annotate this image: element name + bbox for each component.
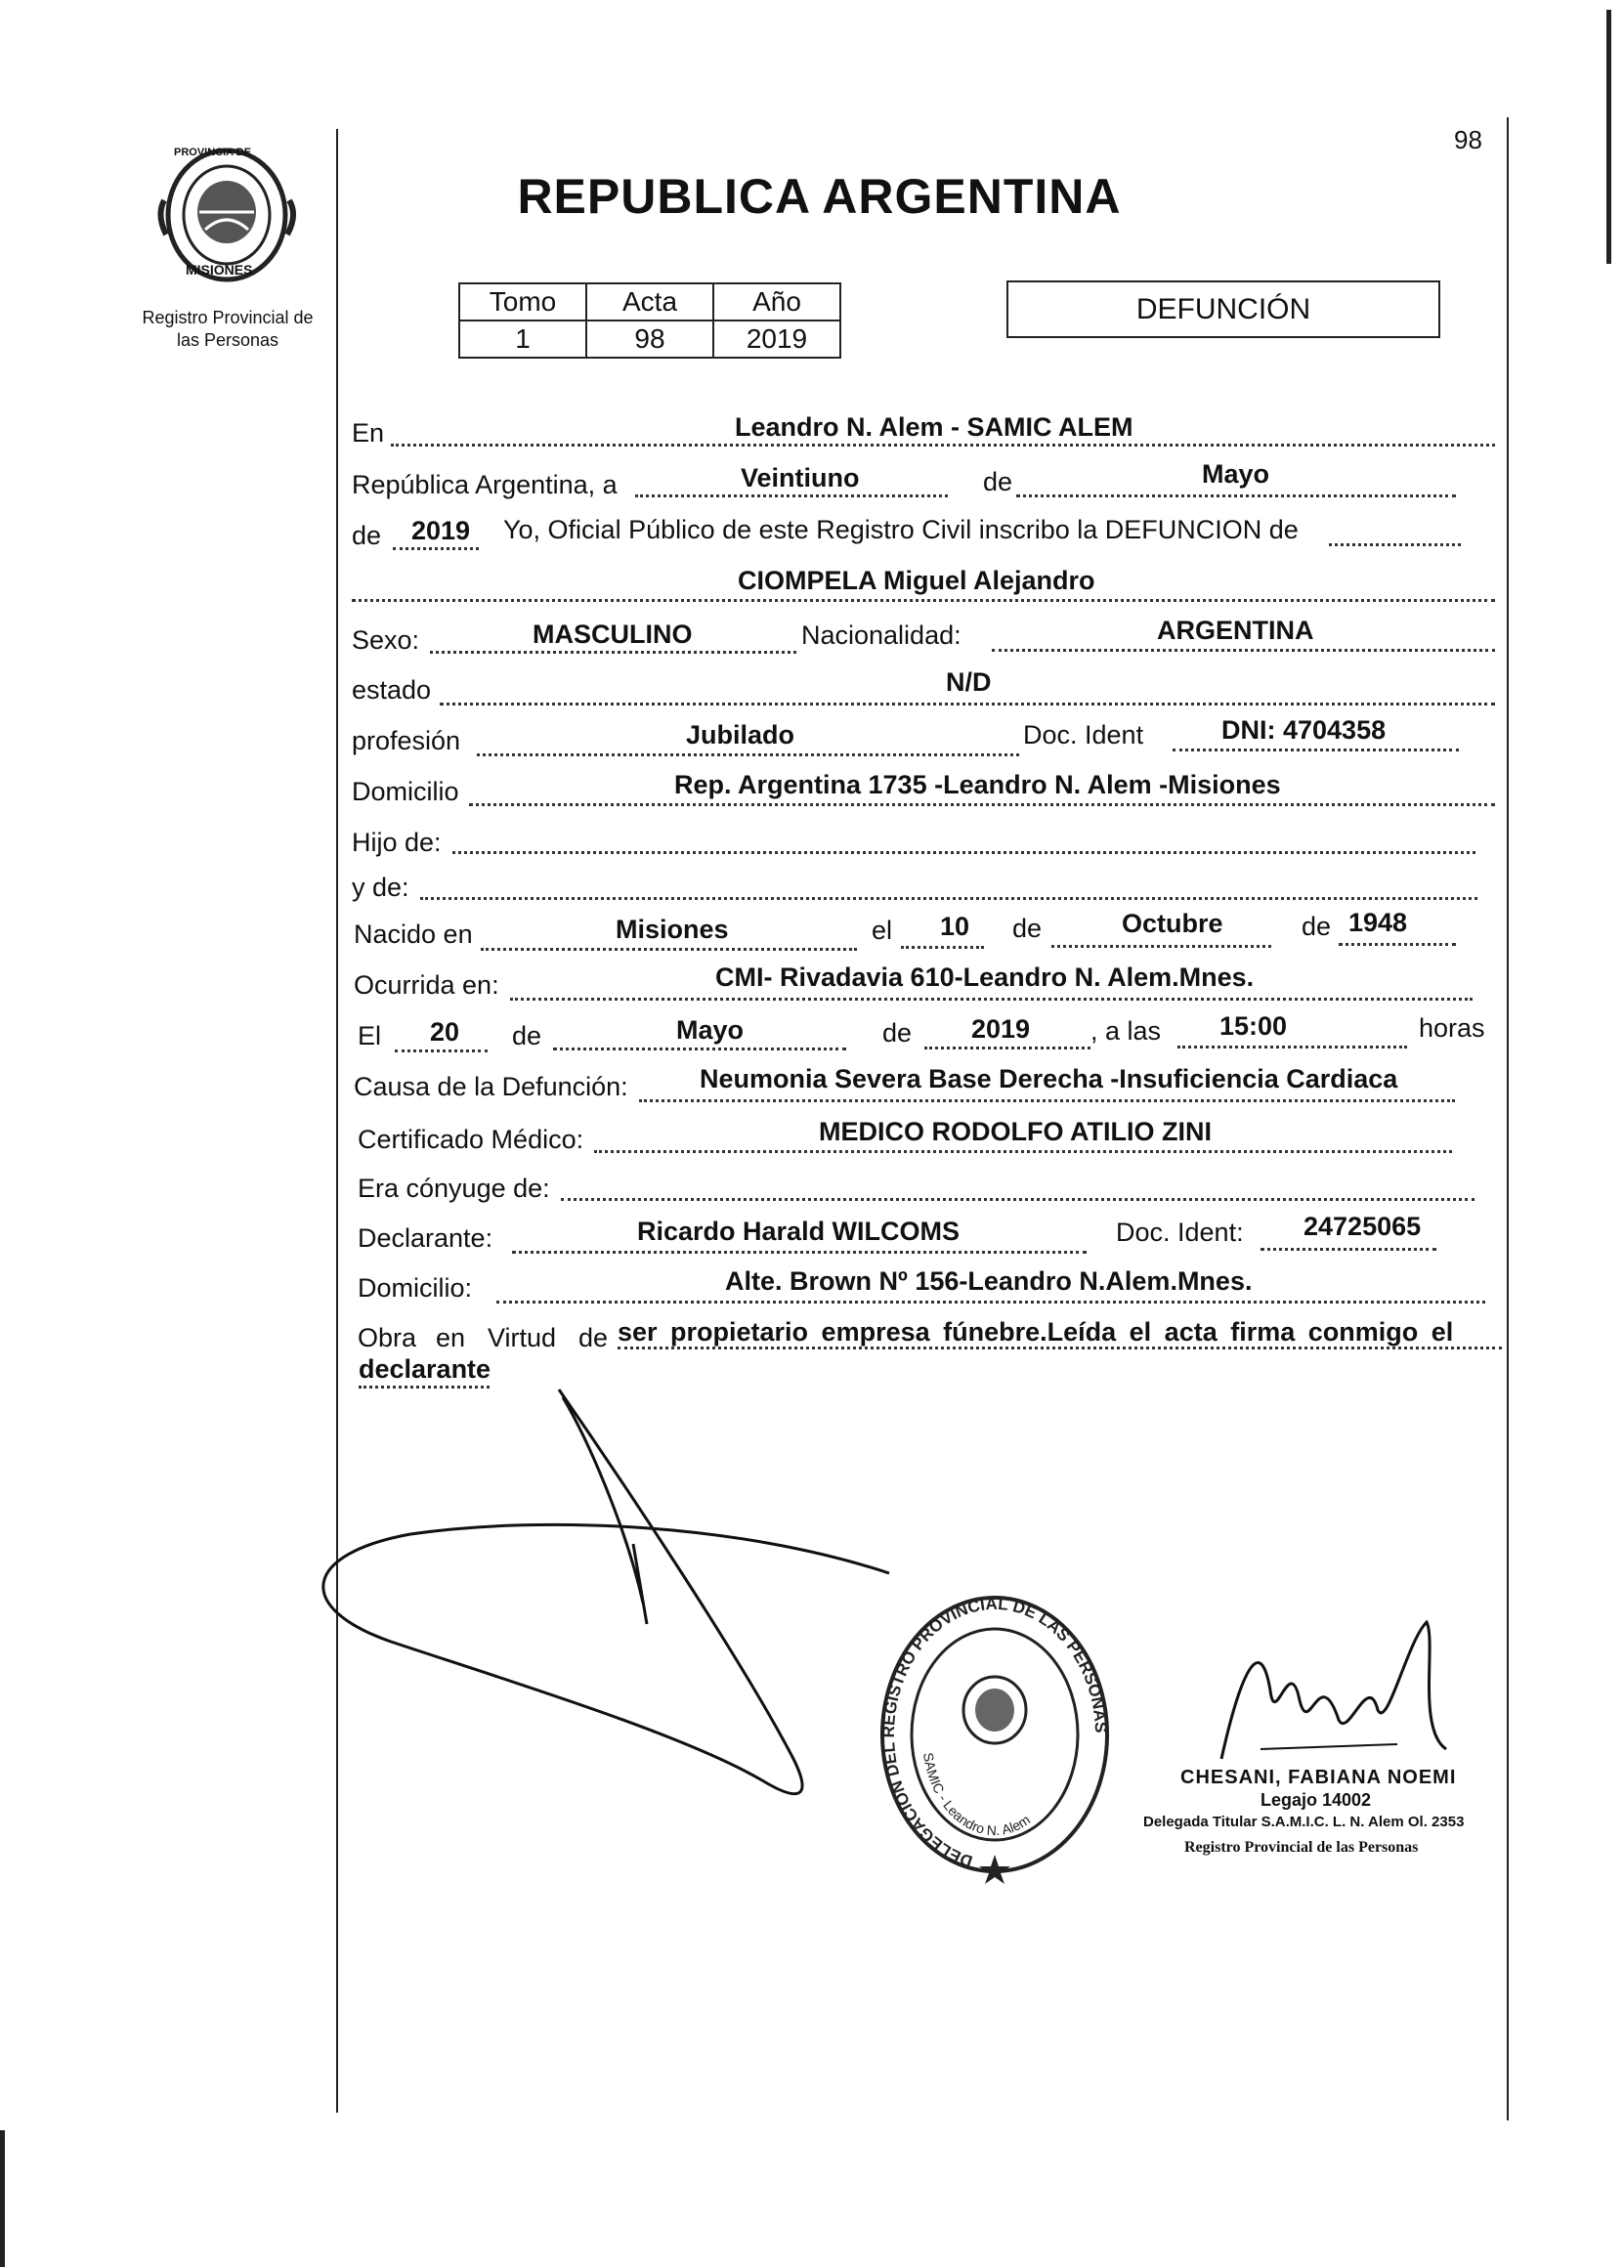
en-label: En xyxy=(352,418,385,448)
nacido-de2-label: de xyxy=(1302,912,1332,941)
nacido-month: Octubre xyxy=(1122,909,1223,938)
anio-value: 2019 xyxy=(713,321,840,358)
domicilio-label: Domicilio xyxy=(352,777,459,806)
registry-line-1: Registro Provincial de xyxy=(142,308,314,327)
page-number: 98 xyxy=(1454,125,1482,154)
fecha-year: 2019 xyxy=(971,1014,1031,1044)
fecha-month: Mayo xyxy=(676,1015,745,1045)
domicilio2-label: Domicilio: xyxy=(358,1273,473,1303)
official-office: Registro Provincial de las Personas xyxy=(1184,1839,1419,1856)
ocurrida-value: CMI- Rivadavia 610-Leandro N. Alem.Mnes. xyxy=(715,963,1255,992)
horas-label: horas xyxy=(1419,1013,1485,1043)
acta-value: 98 xyxy=(586,321,713,358)
nacido-day: 10 xyxy=(940,912,970,941)
fecha-time: 15:00 xyxy=(1219,1011,1288,1041)
doc-ident-value: DNI: 4704358 xyxy=(1221,715,1387,745)
fecha-day: 20 xyxy=(430,1017,460,1047)
hijo-de-label: Hijo de: xyxy=(352,828,442,857)
nacido-year: 1948 xyxy=(1348,908,1408,937)
obra-value-1: ser propietario empresa fúnebre.Leída el acta firma conmigo el xyxy=(618,1317,1454,1347)
svg-text:SAMIC - Leandro N. Alem xyxy=(920,1751,1033,1838)
tomo-value: 1 xyxy=(459,321,586,358)
doc-ident2-value: 24725065 xyxy=(1303,1212,1422,1241)
doc-ident2-label: Doc. Ident: xyxy=(1116,1218,1244,1247)
profesion-label: profesión xyxy=(352,726,461,755)
nacido-label: Nacido en xyxy=(354,920,473,949)
certificado-label: Certificado Médico: xyxy=(358,1125,584,1154)
place-value: Leandro N. Alem - SAMIC ALEM xyxy=(735,412,1133,442)
seal-outer-text: DELEGACION DEL REGISTRO PROVINCIAL DE LAS PERSONAS xyxy=(878,1594,1111,1871)
republica-label: República Argentina, a xyxy=(352,470,618,499)
fecha-de2-label: de xyxy=(882,1018,913,1048)
sexo-value: MASCULINO xyxy=(533,620,693,649)
obra-label-1: Obra xyxy=(358,1323,417,1352)
declarante-value: Ricardo Harald WILCOMS xyxy=(637,1217,961,1246)
deceased-name: CIOMPELA Miguel Alejandro xyxy=(738,566,1095,595)
obra-label-4: de xyxy=(578,1323,609,1352)
official-signature xyxy=(1202,1612,1456,1783)
domicilio2-value: Alte. Brown Nº 156-Leandro N.Alem.Mnes. xyxy=(725,1266,1253,1296)
conyuge-label: Era cónyuge de: xyxy=(358,1174,550,1203)
tomo-header: Tomo xyxy=(459,283,586,321)
day-value: Veintiuno xyxy=(741,463,860,492)
estado-value: N/D xyxy=(946,667,992,697)
official-legajo: Legajo 14002 xyxy=(1261,1790,1372,1810)
fecha-alas-label: , a las xyxy=(1090,1016,1162,1046)
intro-text: Yo, Oficial Público de este Registro Civil inscribo la DEFUNCION de xyxy=(503,515,1299,544)
doc-ident-label: Doc. Ident xyxy=(1023,720,1144,749)
obra-label-2: en xyxy=(436,1323,466,1352)
fecha-de1-label: de xyxy=(512,1021,542,1050)
record-type-box: DEFUNCIÓN xyxy=(1006,280,1440,338)
de-label: de xyxy=(983,467,1013,496)
declarante-label: Declarante: xyxy=(358,1223,493,1253)
seal-inner-text: SAMIC - Leandro N. Alem xyxy=(919,1751,1034,1839)
registry-line-2: las Personas xyxy=(176,330,279,350)
official-role: Delegada Titular S.A.M.I.C. L. N. Alem Ol. 2353 xyxy=(1143,1814,1465,1830)
emblem-bottom-text: MISIONES xyxy=(186,262,253,278)
anio-header: Año xyxy=(713,283,840,321)
y-de-label: y de: xyxy=(352,873,409,902)
obra-label-3: Virtud xyxy=(488,1323,557,1352)
nacido-place: Misiones xyxy=(616,915,729,944)
sexo-label: Sexo: xyxy=(352,625,420,655)
causa-label: Causa de la Defunción: xyxy=(354,1072,628,1101)
registry-seal xyxy=(877,1591,1112,1889)
profesion-value: Jubilado xyxy=(686,720,795,749)
nacionalidad-value: ARGENTINA xyxy=(1157,616,1314,645)
domicilio-value: Rep. Argentina 1735 -Leandro N. Alem -Misiones xyxy=(674,770,1281,799)
estado-label: estado xyxy=(352,675,432,705)
month-value: Mayo xyxy=(1202,459,1270,489)
nacionalidad-label: Nacionalidad: xyxy=(801,620,962,650)
emblem-top-text: PROVINCIA DE xyxy=(174,147,252,158)
official-name: CHESANI, FABIANA NOEMI xyxy=(1180,1767,1457,1788)
year-value: 2019 xyxy=(411,516,471,545)
intro-de-label: de xyxy=(352,521,382,550)
nacido-de1-label: de xyxy=(1012,914,1043,943)
obra-value-2: declarante xyxy=(359,1354,491,1384)
acta-header: Acta xyxy=(586,283,713,321)
ocurrida-label: Ocurrida en: xyxy=(354,970,499,1000)
nacido-el-label: el xyxy=(872,916,893,945)
certificado-value: MEDICO RODOLFO ATILIO ZINI xyxy=(819,1117,1212,1146)
page-title: REPUBLICA ARGENTINA xyxy=(517,169,1122,224)
fecha-el-label: El xyxy=(358,1021,382,1050)
causa-value: Neumonia Severa Base Derecha -Insuficiencia Cardiaca xyxy=(700,1064,1398,1093)
